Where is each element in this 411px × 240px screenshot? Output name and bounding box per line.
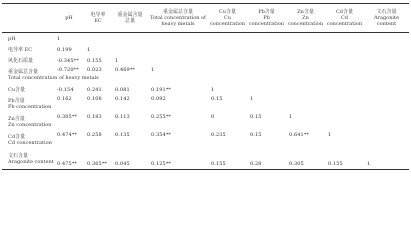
table-cell — [247, 131, 286, 149]
table-cell — [247, 113, 286, 131]
table-cell — [364, 55, 409, 66]
table-row — [2, 33, 409, 45]
table-cell — [364, 113, 409, 131]
table-cell — [54, 44, 84, 55]
table-cell — [84, 44, 112, 55]
table-cell — [247, 149, 286, 170]
row-label-zh: Pb含量 — [8, 98, 25, 104]
table-cell — [364, 131, 409, 149]
cell-value: 0.162 — [57, 96, 72, 102]
header-zh: 重金属含量 — [117, 12, 143, 18]
header-en: Aragonite content — [374, 15, 399, 27]
table-cell — [325, 84, 364, 95]
header-zh: Cd含量 — [335, 9, 354, 15]
table-cell — [247, 84, 286, 95]
cell-value: 0.183 — [87, 114, 102, 120]
table-cell — [84, 131, 112, 149]
cell-value: 0.023 — [87, 67, 102, 73]
row-label-cell — [2, 149, 54, 170]
table-cell — [208, 113, 247, 131]
table-cell — [148, 84, 208, 95]
header-en: EC — [94, 18, 102, 24]
correlation-table-container — [2, 3, 409, 170]
header-cell — [208, 4, 247, 33]
table-cell — [325, 55, 364, 66]
table-cell — [364, 95, 409, 113]
table-row — [2, 66, 409, 84]
cell-value: 0.241 — [87, 86, 102, 93]
row-label-cell — [2, 33, 54, 45]
header-cell — [54, 4, 84, 33]
header-zh: 重金属总含量 — [162, 9, 193, 15]
cell-value: 0.045 — [115, 161, 130, 167]
cell-value: 0.113 — [115, 114, 130, 120]
header-zh: pH — [65, 15, 73, 21]
table-cell — [325, 66, 364, 84]
header-en: Total concentration of heavy metals — [150, 15, 206, 27]
header-en: 总量 — [124, 18, 135, 24]
cell-value: 1 — [250, 96, 254, 102]
table-cell — [112, 55, 148, 66]
table-body — [2, 33, 409, 170]
table-cell — [247, 44, 286, 55]
row-label-zh: Cd含量 — [8, 134, 26, 140]
header-zh: Cu含量 — [218, 9, 237, 15]
table-cell — [325, 113, 364, 131]
cell-value: 0.142 — [115, 96, 130, 102]
table-cell — [208, 55, 247, 66]
cell-value: 0.191** — [151, 86, 172, 93]
cell-value: 1 — [57, 35, 61, 42]
row-label-en: Pb concentration — [8, 104, 52, 110]
table-cell — [325, 95, 364, 113]
table-cell — [286, 131, 325, 149]
cell-value: 1 — [151, 67, 155, 73]
cell-value: 0.474** — [57, 132, 78, 138]
table-cell — [286, 44, 325, 55]
header-cell — [364, 4, 409, 33]
table-cell — [112, 84, 148, 95]
table-cell — [54, 84, 84, 95]
header-en: Zn concentration — [287, 15, 324, 27]
table-cell — [112, 95, 148, 113]
header-cell — [325, 4, 364, 33]
table-cell — [208, 95, 247, 113]
table-cell — [286, 113, 325, 131]
table-row — [2, 149, 409, 170]
row-label-zh: Cu含量 — [8, 86, 26, 93]
table-cell — [208, 44, 247, 55]
cell-value: 1 — [367, 161, 371, 167]
header-cell — [286, 4, 325, 33]
table-cell — [148, 113, 208, 131]
row-label-cell — [2, 84, 54, 95]
table-cell — [325, 44, 364, 55]
row-label-cell — [2, 44, 54, 55]
cell-value: 0.15 — [250, 132, 262, 138]
table-cell — [84, 149, 112, 170]
cell-value: 0.28 — [250, 161, 262, 167]
cell-value: 0.469** — [115, 67, 136, 73]
cell-value: 0.255** — [151, 114, 172, 120]
table-cell — [112, 131, 148, 149]
cell-value: 0.135 — [115, 132, 130, 138]
row-label-zh: 电导率 EC — [8, 46, 33, 53]
cell-value: 0.155 — [87, 57, 102, 64]
table-cell — [112, 113, 148, 131]
table-header-row — [2, 4, 409, 33]
cell-value: 0.155 — [211, 161, 226, 167]
table-cell — [325, 33, 364, 45]
table-cell — [208, 66, 247, 84]
table-cell — [247, 55, 286, 66]
table-cell — [286, 84, 325, 95]
row-label-en: Aragonite content — [8, 159, 54, 165]
table-cell — [84, 113, 112, 131]
table-cell — [286, 95, 325, 113]
table-cell — [208, 84, 247, 95]
cell-value: 1 — [211, 86, 215, 93]
table-cell — [148, 44, 208, 55]
table-cell — [364, 149, 409, 170]
table-cell — [364, 66, 409, 84]
cell-value: -0.720** — [57, 67, 79, 73]
header-cell — [112, 4, 148, 33]
cell-value: 0.155 — [328, 161, 343, 167]
header-zh: 文石含量 — [376, 9, 397, 15]
cell-value: 0.15 — [211, 96, 223, 102]
header-cell — [247, 4, 286, 33]
header-en: Cu concentration — [209, 15, 246, 27]
cell-value: 0.199 — [57, 46, 72, 53]
table-cell — [84, 33, 112, 45]
table-cell — [148, 149, 208, 170]
table-cell — [148, 131, 208, 149]
cell-value: 1 — [328, 132, 332, 138]
table-cell — [247, 33, 286, 45]
table-cell — [84, 84, 112, 95]
row-label-cell — [2, 113, 54, 131]
table-cell — [247, 95, 286, 113]
table-row — [2, 131, 409, 149]
table-cell — [325, 131, 364, 149]
table-cell — [112, 33, 148, 45]
cell-value: 0.081 — [115, 86, 130, 93]
cell-value: 0.258 — [87, 132, 102, 138]
table-row — [2, 44, 409, 55]
cell-value: 0.641** — [289, 132, 310, 138]
table-cell — [54, 95, 84, 113]
table-cell — [286, 149, 325, 170]
cell-value: 0.365** — [87, 161, 108, 167]
table-cell — [54, 33, 84, 45]
table-cell — [208, 149, 247, 170]
cell-value: 0.475** — [57, 161, 78, 167]
header-en: Pb concentration — [248, 15, 285, 27]
cell-value: 0.15 — [250, 114, 262, 120]
cell-value: 1 — [289, 114, 293, 120]
table-cell — [325, 149, 364, 170]
cell-value: -0.154 — [57, 86, 74, 93]
row-label-cell — [2, 131, 54, 149]
table-row — [2, 113, 409, 131]
table-cell — [148, 33, 208, 45]
cell-value: 1 — [115, 57, 119, 64]
table-cell — [148, 66, 208, 84]
row-label-zh: pH — [8, 35, 16, 42]
row-label-zh: Zn含量 — [8, 116, 25, 122]
table-cell — [148, 95, 208, 113]
table-cell — [286, 33, 325, 45]
table-cell — [54, 55, 84, 66]
table-row — [2, 95, 409, 113]
table-cell — [364, 44, 409, 55]
table-cell — [148, 55, 208, 66]
table-cell — [84, 55, 112, 66]
table-cell — [208, 131, 247, 149]
cell-value: 0.108 — [87, 96, 102, 102]
row-label-zh: 风化石质量 — [8, 57, 34, 64]
cell-value: -0.345** — [57, 57, 79, 64]
table-cell — [364, 33, 409, 45]
cell-value: 0 — [211, 114, 215, 120]
header-cell-corner — [2, 4, 54, 33]
header-zh: Zn含量 — [297, 9, 314, 15]
header-cell — [148, 4, 208, 33]
header-zh: 电导率 — [90, 12, 106, 18]
row-label-cell — [2, 55, 54, 66]
table-cell — [112, 66, 148, 84]
cell-value: 0.305** — [57, 114, 78, 120]
correlation-table — [2, 3, 409, 170]
table-cell — [247, 66, 286, 84]
table-cell — [112, 149, 148, 170]
row-label-zh: 文石含量 — [8, 153, 29, 159]
cell-value: 0.235 — [211, 132, 226, 138]
cell-value: 0.354** — [151, 132, 172, 138]
cell-value: 0.092 — [151, 96, 166, 102]
table-cell — [364, 84, 409, 95]
cell-value: 1 — [87, 46, 91, 53]
table-row — [2, 55, 409, 66]
table-cell — [286, 55, 325, 66]
row-label-en: Total concentration of heavy metals — [8, 75, 99, 81]
row-label-cell — [2, 95, 54, 113]
row-label-en: Cd concentration — [8, 140, 52, 146]
table-cell — [54, 149, 84, 170]
header-zh: Pb含量 — [258, 9, 275, 15]
cell-value: 0.305 — [289, 161, 304, 167]
row-label-en: Zn concentration — [8, 122, 52, 128]
table-cell — [84, 95, 112, 113]
table-row — [2, 84, 409, 95]
table-cell — [54, 131, 84, 149]
table-cell — [112, 44, 148, 55]
header-en: Cd concentration — [326, 15, 363, 27]
table-cell — [54, 113, 84, 131]
cell-value: 0.125** — [151, 161, 172, 167]
table-cell — [286, 66, 325, 84]
row-label-zh: 重金属总含量 — [8, 69, 39, 75]
table-cell — [208, 33, 247, 45]
header-cell — [84, 4, 112, 33]
